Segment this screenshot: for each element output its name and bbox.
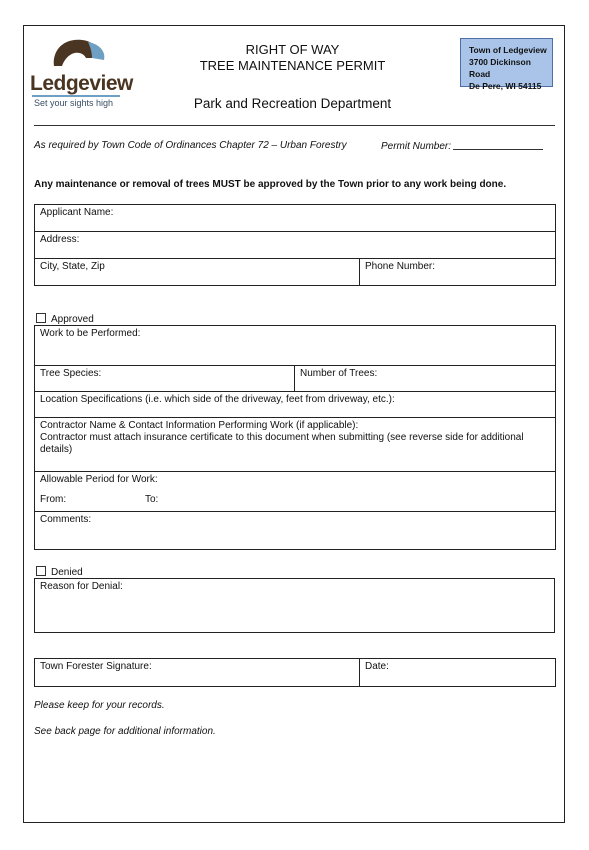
title-line-1: RIGHT OF WAY bbox=[245, 42, 340, 57]
phone-number-label: Phone Number: bbox=[365, 261, 436, 272]
date-label: Date: bbox=[365, 661, 389, 672]
address-label: Address: bbox=[40, 234, 80, 245]
address-field[interactable] bbox=[35, 232, 556, 259]
town-forester-signature-field[interactable] bbox=[35, 659, 360, 687]
city-state-zip-field[interactable] bbox=[35, 259, 360, 286]
footer-note-back-page: See back page for additional information. bbox=[34, 726, 216, 737]
work-performed-field[interactable] bbox=[35, 326, 556, 366]
tree-species-label: Tree Species: bbox=[40, 368, 102, 379]
location-specifications-label: Location Specifications (i.e. which side of the driveway, feet from driveway, etc.): bbox=[40, 394, 395, 405]
from-label: From: bbox=[40, 494, 67, 505]
town-forester-signature-label: Town Forester Signature: bbox=[40, 661, 152, 672]
denied-table bbox=[34, 578, 555, 633]
contractor-label: Contractor Name & Contact Information Performing Work (if applicable): bbox=[40, 420, 359, 431]
allowable-period-field[interactable] bbox=[35, 472, 556, 512]
signature-table bbox=[34, 658, 556, 687]
reason-for-denial-field[interactable] bbox=[35, 579, 555, 633]
location-specifications-field[interactable] bbox=[35, 392, 556, 418]
city-state-zip-label: City, State, Zip bbox=[40, 261, 105, 272]
denied-checkbox[interactable] bbox=[36, 566, 46, 576]
header-divider bbox=[34, 125, 555, 126]
department-name: Park and Recreation Department bbox=[193, 96, 392, 111]
ordinance-text: As required by Town Code of Ordinances Chapter 72 – Urban Forestry bbox=[34, 140, 347, 151]
tree-species-field[interactable] bbox=[35, 366, 295, 392]
phone-number-field[interactable] bbox=[360, 259, 556, 286]
title-line-2: TREE MAINTENANCE PERMIT bbox=[199, 58, 386, 73]
denied-label: Denied bbox=[51, 567, 83, 578]
footer-note-records: Please keep for your records. bbox=[34, 700, 165, 711]
reason-for-denial-label: Reason for Denial: bbox=[40, 581, 123, 592]
applicant-name-label: Applicant Name: bbox=[40, 207, 114, 218]
to-label: To: bbox=[145, 494, 159, 505]
contractor-field[interactable] bbox=[35, 418, 556, 472]
ledgeview-logo bbox=[30, 36, 133, 112]
permit-number bbox=[381, 140, 543, 152]
denied-checkbox-row[interactable] bbox=[36, 566, 83, 578]
approved-checkbox-row[interactable] bbox=[36, 313, 94, 325]
work-performed-label: Work to be Performed: bbox=[40, 328, 141, 339]
contractor-insurance-note: Contractor must attach insurance certificate to this document when submitting (see reverse side for additional details) bbox=[40, 432, 524, 455]
permit-number-field[interactable] bbox=[453, 140, 543, 150]
approved-checkbox[interactable] bbox=[36, 313, 46, 323]
logo-underline bbox=[32, 95, 120, 97]
address-line-1: Town of Ledgeview bbox=[469, 45, 547, 55]
approved-table bbox=[34, 325, 556, 550]
logo-tagline: Set your sights high bbox=[34, 98, 114, 108]
approved-label: Approved bbox=[51, 314, 94, 325]
applicant-table bbox=[34, 204, 556, 286]
logo-wordmark: Ledgeview bbox=[30, 72, 133, 95]
logo-swoosh-icon bbox=[30, 36, 130, 76]
number-of-trees-label: Number of Trees: bbox=[300, 368, 378, 379]
comments-label: Comments: bbox=[40, 514, 92, 525]
address-box bbox=[460, 38, 553, 91]
address-line-3: De Pere, WI 54115 bbox=[469, 81, 542, 91]
address-line-2: 3700 Dickinson Road bbox=[469, 57, 531, 79]
permit-number-label: Permit Number: bbox=[381, 141, 452, 152]
comments-field[interactable] bbox=[35, 512, 556, 550]
approval-notice: Any maintenance or removal of trees MUST be approved by the Town prior to any work being done. bbox=[34, 179, 507, 190]
applicant-name-field[interactable] bbox=[35, 205, 556, 232]
allowable-period-label: Allowable Period for Work: bbox=[40, 474, 158, 485]
number-of-trees-field[interactable] bbox=[295, 366, 556, 392]
date-field[interactable] bbox=[360, 659, 556, 687]
